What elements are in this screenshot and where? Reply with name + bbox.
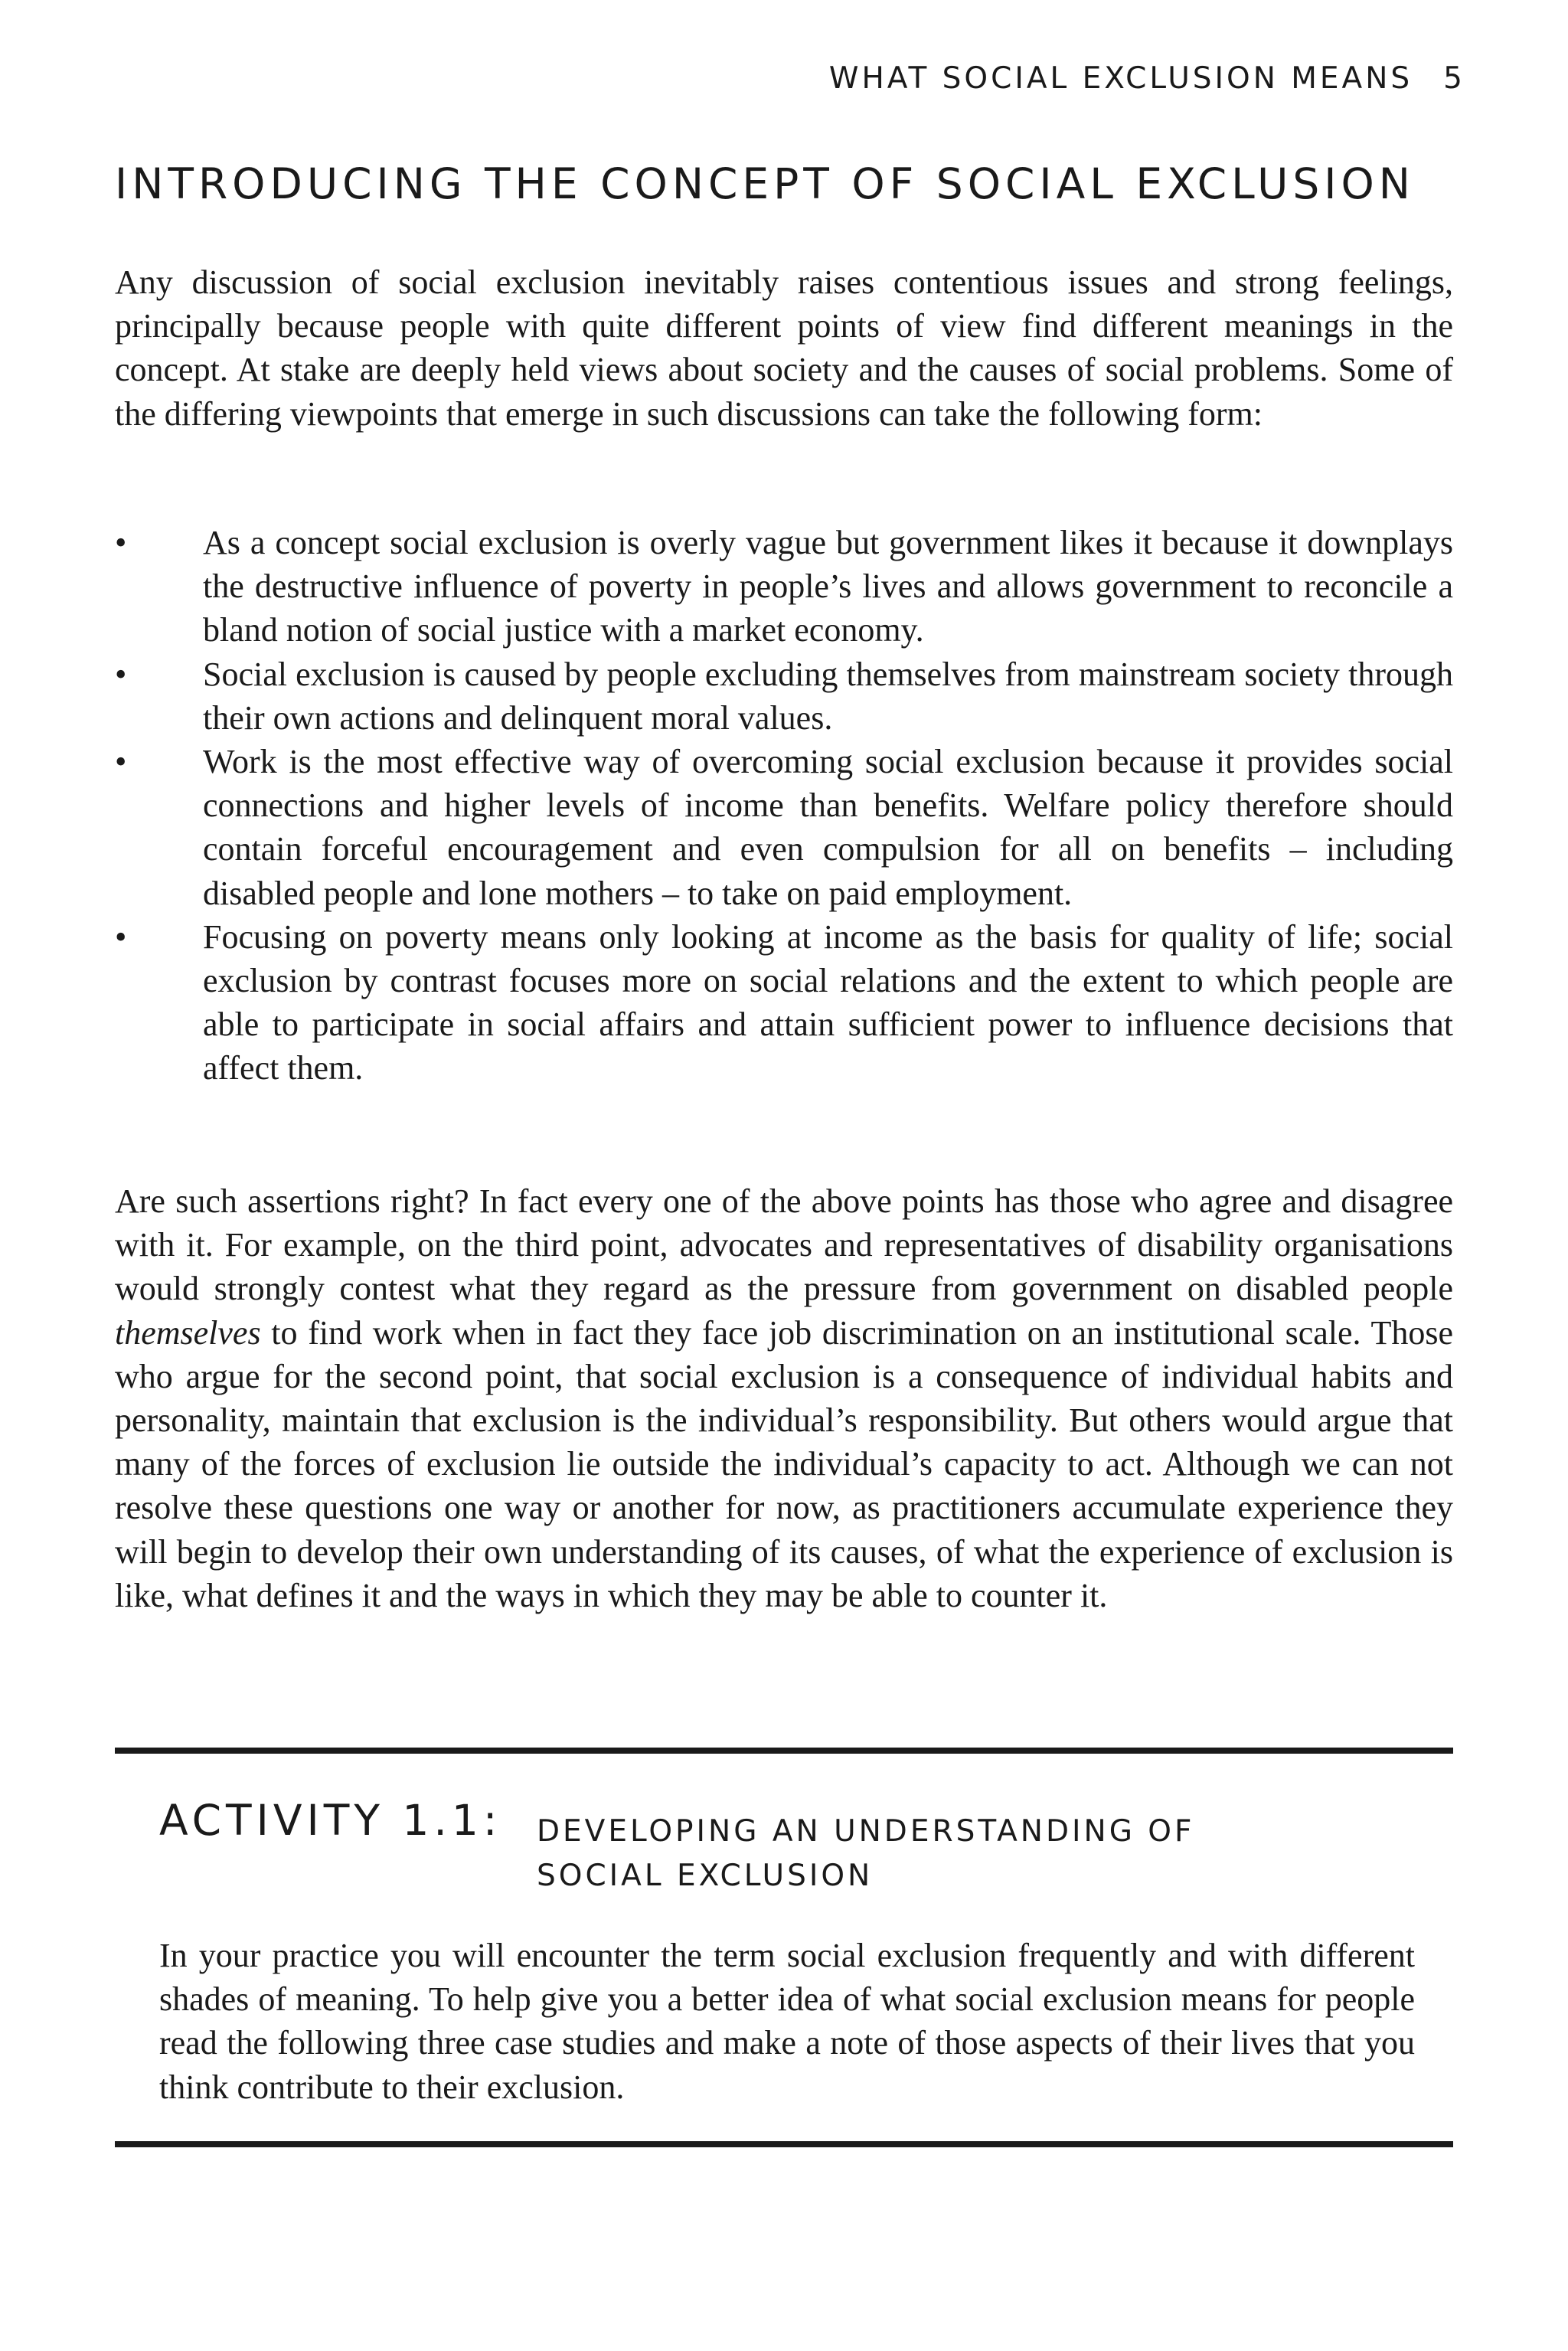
viewpoints-list	[115, 521, 1453, 1090]
discussion-text-end: to find work when in fact they face job discrimination on an institutional scale. Those who argue for the second point, that social exclusion is a consequence of individual habits and personality, maintain that exclusion is the individual’s responsibility. But others would argue that many of the forces of exclusion lie outside the individual’s capacity to act. Although we can not resolve these questions one way or another for now, as practitioners accumulate experience they will begin to develop their own understanding of its causes, of what the experience of exclusion is like, what defines it and the ways in which they may be able to counter it.	[115, 1313, 1453, 1614]
discussion-paragraph	[115, 1179, 1453, 1617]
activity-label: ACTIVITY 1.1:	[159, 1796, 502, 1845]
running-head-title: WHAT SOCIAL EXCLUSION MEANS	[828, 61, 1413, 96]
discussion-emphasis: themselves	[115, 1313, 261, 1352]
running-head	[829, 61, 1465, 96]
intro-paragraph: Any discussion of social exclusion inevitably raises contentious issues and strong feelings, principally because people with quite different points of view find different meanings in the concept. At stake are deeply held views about society and the causes of social problems. Some of the differing viewpoints that emerge in such discussions can take the following form:	[115, 263, 1453, 433]
bullet-icon: •	[115, 524, 127, 561]
bullet-icon: •	[115, 743, 127, 781]
bullet-icon: •	[115, 655, 127, 693]
activity-title	[537, 1810, 1417, 1898]
list-item-text: Focusing on poverty means only looking at income as the basis for quality of life; social exclusion by contrast focuses more on social relations and the extent to which people are able to participate in social affairs and attain sufficient power to influence decisions that affect them.	[203, 917, 1453, 1087]
list-item	[115, 652, 1453, 740]
activity-bottom-rule	[115, 2141, 1453, 2147]
page-number: 5	[1443, 61, 1465, 96]
list-item	[115, 915, 1453, 1090]
activity-top-rule	[115, 1748, 1453, 1754]
activity-title-line: SOCIAL EXCLUSION	[537, 1859, 874, 1893]
section-title: INTRODUCING THE CONCEPT OF SOCIAL EXCLUSION	[115, 159, 1415, 208]
list-item-text: As a concept social exclusion is overly vague but government likes it because it downplays the destructive influence of poverty in people’s lives and allows government to reconcile a bland notion of social justice with a market economy.	[203, 524, 1453, 649]
list-item	[115, 521, 1453, 652]
activity-body: In your practice you will encounter the term social exclusion frequently and with different shades of meaning. To help give you a better idea of what social exclusion means for people read the following three case studies and make a note of those aspects of their lives that you think contribute to their exclusion.	[159, 1937, 1415, 2106]
list-item-text: Social exclusion is caused by people excluding themselves from mainstream society through their own actions and delinquent moral values.	[203, 655, 1453, 737]
bullet-icon: •	[115, 917, 127, 956]
activity-title-line: DEVELOPING AN UNDERSTANDING OF	[537, 1814, 1195, 1849]
list-item-text: Work is the most effective way of overcoming social exclusion because it provides social connections and higher levels of income than benefits. Welfare policy therefore should contain forceful encouragement and even compulsion for all on benefits – including disabled people and lone mothers – to take on paid employment.	[203, 743, 1453, 912]
list-item	[115, 740, 1453, 915]
discussion-text-start: Are such assertions right? In fact every one of the above points has those who agree and disagree with it. For example, on the third point, advocates and representatives of disability organisations would strongly contest what they regard as the pressure from government on disabled people	[115, 1182, 1453, 1308]
